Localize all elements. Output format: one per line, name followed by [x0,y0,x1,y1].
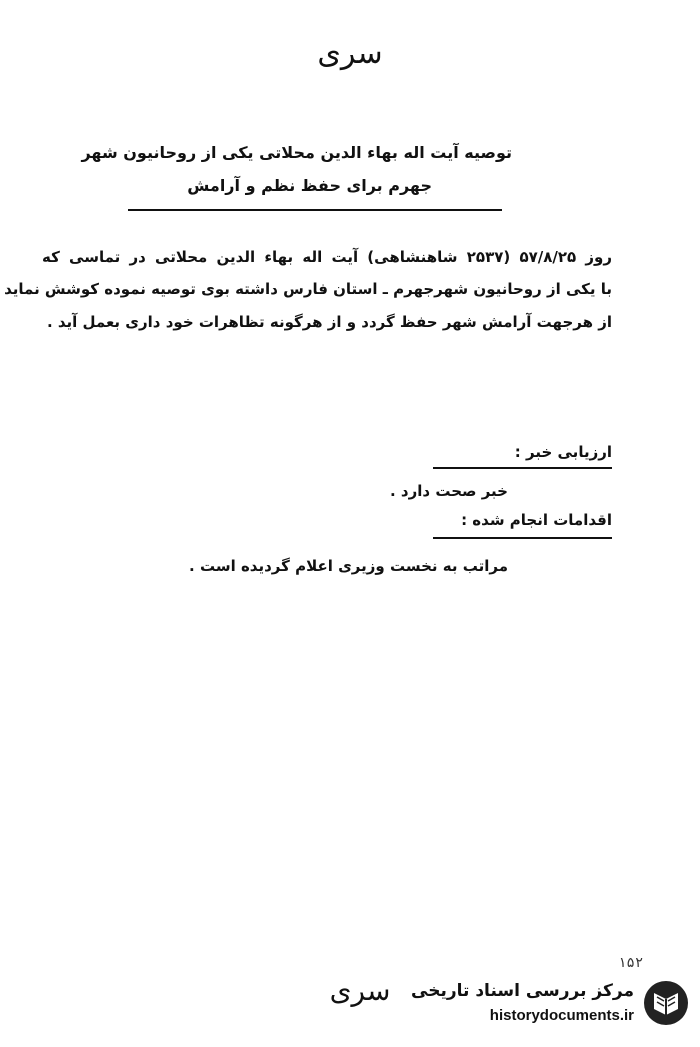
actions-label: اقدامات انجام شده : [461,511,612,529]
classification-bottom: سری [329,974,391,1007]
body-line-3: از هرجهت آرامش شهر حفظ گردد و از هرگونه تظاهرات خود داری بعمل آید . [46,313,612,331]
document-title-line-2: جهرم برای حفظ نظم و آرامش [187,176,432,195]
watermark [411,975,690,1035]
evaluation-label-underline [433,467,612,469]
book-logo-icon [642,979,690,1027]
body-line-1: روز ۵۷/۸/۲۵ (۲۵۳۷ شاهنشاهی) آیت اله بهاء الدین محلاتی در تماسی که [42,248,613,266]
document-title-line-1: توصیه آیت اله بهاء الدین محلاتی یکی از روحانیون شهر [81,143,512,162]
evaluation-label: ارزیابی خبر : [514,443,612,461]
actions-value: مراتب به نخست وزیری اعلام گردیده است . [189,557,508,575]
actions-label-underline [433,537,612,539]
evaluation-value: خبر صحت دارد . [390,482,508,500]
classification-top: سری [317,36,383,71]
page-number: ۱۵۲ [618,955,644,971]
body-line-2: با یکی از روحانیون شهرجهرم ـ استان فارس داشته بوی توصیه نموده کوشش نماید [4,280,612,298]
title-underline [128,209,502,211]
watermark-url: historydocuments.ir [489,1007,634,1024]
watermark-name: مرکز بررسی اسناد تاریخی [411,981,634,1001]
